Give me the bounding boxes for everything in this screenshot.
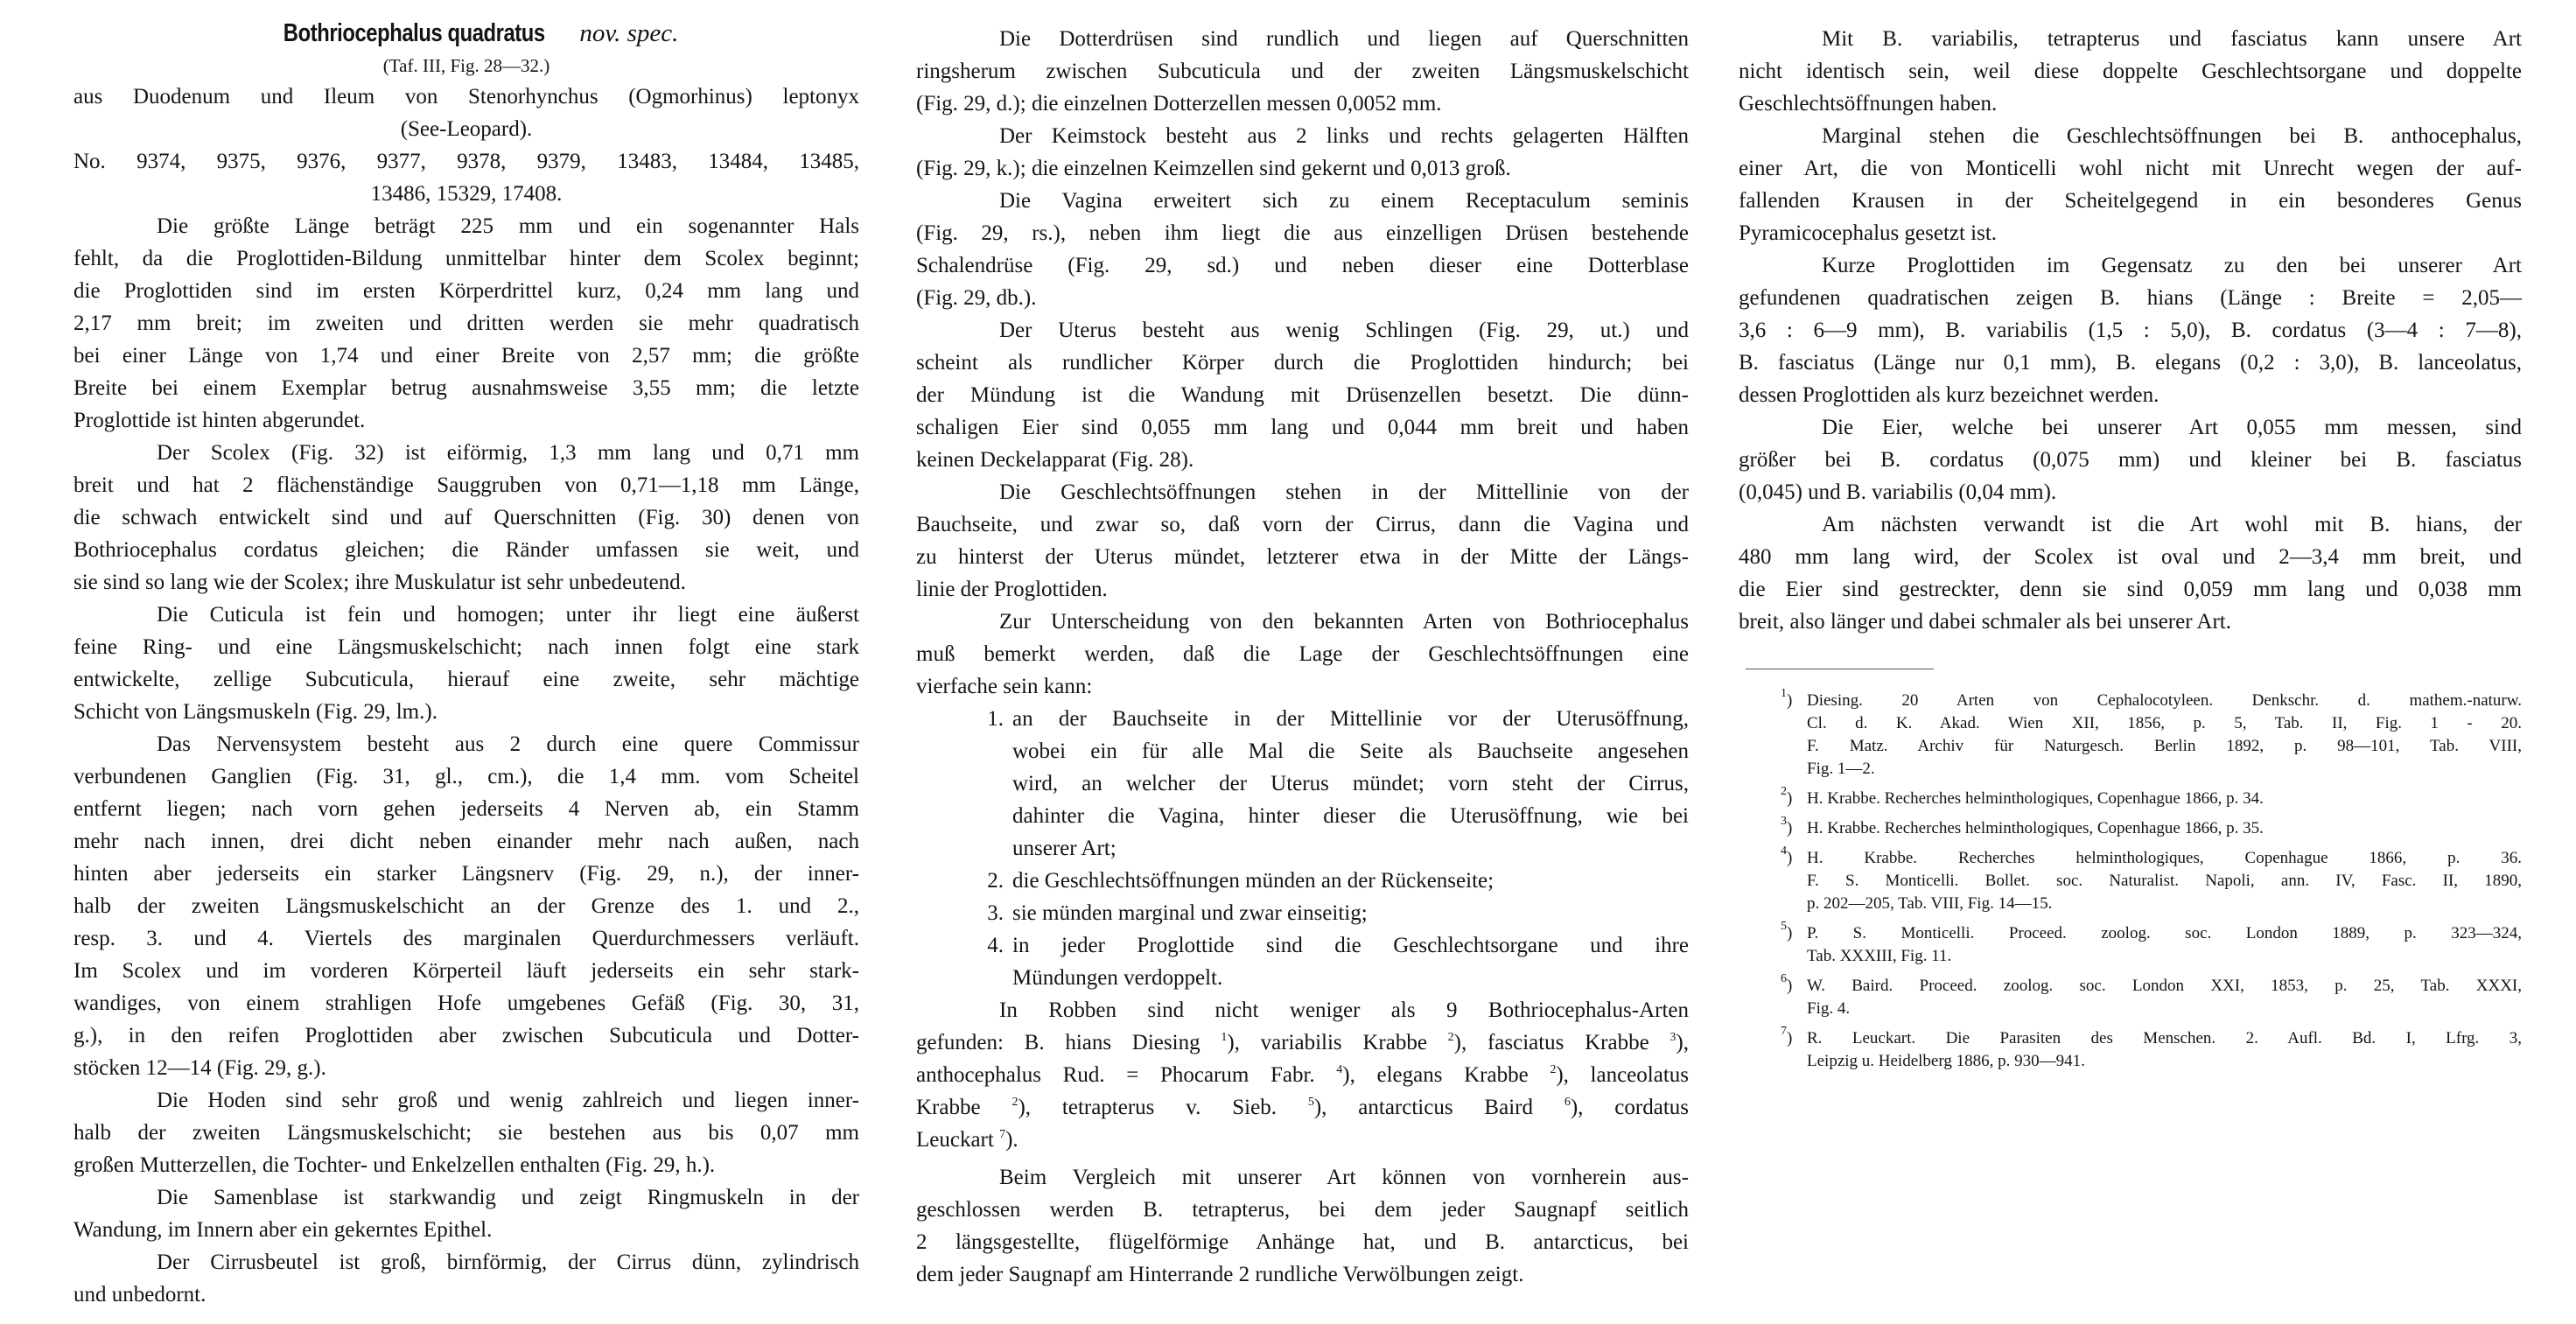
text-line: einer Art, die von Monticelli wohl nicht mit Unrecht wegen der auf- [1739,157,2522,180]
paragraph [1739,23,2522,120]
footnote-number: 4 [1781,844,1787,858]
text-line: B. fasciatus (Länge nur 0,1 mm), B. elegans (0,2 : 3,0), B. lanceolatus, [1739,351,2522,375]
text-line: 3,6 : 6—9 mm), B. variabilis (1,5 : 5,0), B. cordatus (3—4 : 7—8), [1739,319,2522,342]
footnote-line: Cl. d. K. Akad. Wien XII, 1856, p. 5, Tab. II, Fig. 1 - 20. [1807,714,2522,732]
article-title [74,16,859,51]
text-run: In Robben sind nicht weniger als 9 Bothriocephalus-Arten [999,998,1689,1022]
footnote-ref: 3 [1670,1031,1676,1044]
list-item-line [916,800,1689,832]
footnote-line: Diesing. 20 Arten von Cephalocotyleen. Denkschr. d. mathem.-naturw. [1807,691,2522,710]
text-run: gefunden: B. hians Diesing [916,1031,1222,1054]
text-line: Kurze Proglottiden im Gegensatz zu den bei unserer Art [1822,254,2522,277]
plate-reference: (Taf. III, Fig. 28—32.) [382,55,550,76]
text-line: Die Dotterdrüsen sind rundlich und liegen auf Querschnitten [999,27,1689,51]
text-line: die Eier sind gestreckter, denn sie sind 0,059 mm lang und 0,038 mm [1739,578,2522,601]
footnote-line: R. Leuckart. Die Parasiten des Menschen. 2. Aufl. Bd. I, Lfrg. 3, [1807,1029,2522,1047]
column-1 [74,0,859,1311]
text-line: verbundenen Ganglien (Fig. 31, gl., cm.), die 1,4 mm. vom Scheitel [74,765,859,788]
paragraph [1739,249,2522,411]
list-item-line [916,735,1689,767]
footnote-body [1807,1027,2522,1073]
text-line: Im Scolex und im vorderen Körperteil läuft jederseits ein sehr stark- [74,959,859,983]
text-line: Pyramicocephalus gesetzt ist. [1739,221,1998,245]
text-line: entwickelte, zellige Subcuticula, hierauf eine zweite, sehr mächtige [74,668,859,691]
text-line: ringsherum zwischen Subcuticula und der zweiten Längsmuskelschicht [916,60,1689,83]
footnote-line: P. S. Monticelli. Proceed. zoolog. soc. London 1889, p. 323—324, [1807,924,2522,942]
footnote-ref: 2 [1012,1096,1018,1109]
text-line: fallenden Krausen in der Scheitelgegend in ein besonderes Genus [1739,189,2522,213]
footnote-ref: 5 [1307,1096,1314,1109]
text-run: anthocephalus Rud. = Phocarum Fabr. [916,1063,1337,1087]
text-line: größer bei B. cordatus (0,075 mm) und kleiner bei B. fasciatus [1739,448,2522,472]
text-run: ), tetrapterus v. Sieb. [1018,1096,1308,1119]
paragraph [916,1161,1689,1291]
footnote-line: H. Krabbe. Recherches helminthologiques, Copenhague 1866, p. 35. [1807,819,2264,837]
text-run: ), antarcticus Baird [1313,1096,1564,1119]
text-line: (Fig. 29, rs.), neben ihm liegt die aus einzelligen Drüsen bestehende [916,221,1689,245]
footnote-number: 5 [1781,920,1787,933]
paragraph [1739,508,2522,638]
list-text: Mündungen verdoppelt. [1012,966,1223,990]
paragraph [916,120,1689,185]
text-line: breit und hat 2 flächenständige Sauggruben von 0,71—1,18 mm Länge, [74,473,859,497]
footnote-ref: 2 [1550,1063,1557,1076]
text-run: Krabbe [916,1096,1012,1119]
text-line: geschlossen werden B. tetrapterus, bei dem jeder Saugnapf seitlich [916,1198,1689,1222]
list-item-line [916,897,1689,929]
footnote-body [1807,690,2522,781]
paragraph [916,476,1689,606]
host-line: (See-Leopard). [400,117,533,141]
footnote-line: Leipzig u. Heidelberg 1886, p. 930—941. [1807,1052,2085,1070]
paragraph [74,1246,859,1311]
specimen-numbers: No. 9374, 9375, 9376, 9377, 9378, 9379, 13483, 13484, 13485, [74,150,859,173]
footnote-body [1807,817,2522,840]
footnote [1781,785,2522,810]
text-line [916,1091,1689,1124]
text-line: scheint als rundlicher Körper durch die Proglottiden hindurch; bei [916,351,1689,375]
footnote-line: Fig. 4. [1807,999,1851,1018]
text-line: keinen Deckelapparat (Fig. 28). [916,448,1194,472]
text-line [916,1059,1689,1091]
list-item-line [916,962,1689,994]
column-2-paragraphs [916,23,1689,703]
text-line: Schalendrüse (Fig. 29, sd.) und neben dieser eine Dotterblase [916,254,1689,277]
list-number: 1. [987,707,1004,731]
footnote-ref: 1 [1221,1031,1228,1044]
text-line: Bauchseite, und zwar so, daß vorn der Cirrus, dann die Vagina und [916,513,1689,536]
text-line: Die größte Länge beträgt 225 mm und ein sogenannter Hals [157,214,859,238]
host-line: aus Duodenum und Ileum von Stenorhynchus (Ogmorhinus) leptonyx [74,85,859,109]
paragraph [1739,411,2522,508]
footnote [1781,1027,2522,1073]
footnote-line: Tab. XXXIII, Fig. 11. [1807,947,1952,965]
paragraph [74,210,859,437]
footnote-marker: $^7$) [1781,1025,1793,1047]
specimen-numbers: 13486, 15329, 17408. [370,182,563,206]
text-line [916,994,1689,1026]
footnote-number: 6 [1781,972,1787,985]
footnote [1781,687,2522,781]
footnote-line: W. Baird. Proceed. zoolog. soc. London XXI, 1853, p. 25, Tab. XXXI, [1807,977,2522,995]
text-run: ), fasciatus Krabbe [1453,1031,1670,1054]
species-paragraph [916,994,1689,1156]
text-line: nicht identisch sein, weil diese doppelte Geschlechtsorgane und doppelte [1739,60,2522,83]
text-line: Das Nervensystem besteht aus 2 durch eine quere Commissur [157,732,859,756]
column-2-closing-paragraph [916,1161,1689,1291]
text-line: halb der zweiten Längsmuskelschicht; sie bestehen aus bis 0,07 mm [74,1121,859,1145]
footnote-number: 2 [1781,785,1787,798]
column-1-body [74,210,859,1311]
list-text: sie münden marginal und zwar einseitig; [1012,901,1368,925]
list-number: 2. [987,869,1004,893]
footnote [1781,844,2522,915]
list-item-line [916,929,1689,962]
text-line: dessen Proglottiden als kurz bezeichnet werden. [1739,383,2160,407]
footnote-body [1807,788,2522,810]
text-line: und unbedornt. [74,1283,206,1306]
text-line [916,1026,1689,1059]
text-line: der Mündung ist die Wandung mit Drüsenzellen besetzt. Die dünn- [916,383,1689,407]
footnote [1781,817,2522,840]
footnote-line: p. 202—205, Tab. VIII, Fig. 14—15. [1807,894,2053,913]
paragraph [74,728,859,1084]
text-line: Schicht von Längsmuskeln (Fig. 29, lm.). [74,700,438,724]
text-line: resp. 3. und 4. Viertels des marginalen Querdurchmessers verläuft. [74,927,859,950]
text-line: 480 mm lang wird, der Scolex ist oval und 2—3,4 mm breit, und [1739,545,2522,569]
footnote-line: H. Krabbe. Recherches helminthologiques, Copenhague 1866, p. 36. [1807,849,2522,867]
footnote-body [1807,847,2522,915]
list-text: dahinter die Vagina, hinter dieser die Uterusöffnung, wie bei [1012,804,1689,828]
text-line: Der Scolex (Fig. 32) ist eiförmig, 1,3 mm lang und 0,71 mm [157,441,859,465]
paragraph [74,437,859,599]
footnote-marker: $^4$) [1781,844,1793,867]
paragraph [916,185,1689,314]
text-line: sie sind so lang wie der Scolex; ihre Muskulatur ist sehr unbedeutend. [74,571,686,594]
text-line: Mit B. variabilis, tetrapterus und fasciatus kann unsere Art [1822,27,2522,51]
text-line: dem jeder Saugnapf am Hinterrande 2 rundliche Verwölbungen zeigt. [916,1263,1524,1286]
footnote-line: H. Krabbe. Recherches helminthologiques, Copenhague 1866, p. 34. [1807,789,2264,808]
text-line: Die Geschlechtsöffnungen stehen in der Mittellinie von der [999,480,1689,504]
text-line: (Fig. 29, d.); die einzelnen Dotterzellen messen 0,0052 mm. [916,92,1442,116]
column-2 [916,0,1689,1291]
text-line: 2,17 mm breit; im zweiten und dritten werden sie mehr quadratisch [74,312,859,335]
text-line: entfernt liegen; nach vorn gehen jederseits 4 Nerven ab, ein Stamm [74,797,859,821]
nov-spec-label: nov. spec. [579,19,679,47]
text-line: halb der zweiten Längsmuskelschicht an der Grenze des 1. und 2., [74,894,859,918]
text-line: Marginal stehen die Geschlechtsöffnungen bei B. anthocephalus, [1822,124,2522,148]
footnote-line: F. Matz. Archiv für Naturgesch. Berlin 1892, p. 98—101, Tab. VIII, [1807,737,2522,755]
footnote [1781,922,2522,968]
text-line: Der Uterus besteht aus wenig Schlingen (Fig. 29, ut.) und [999,319,1689,342]
column-3 [1739,0,2522,638]
footnote-number: 1 [1781,687,1787,700]
text-line: g.), in den reifen Proglottiden aber zwischen Subcuticula und Dotter- [74,1024,859,1047]
text-line: Zur Unterscheidung von den bekannten Arten von Bothriocephalus [999,610,1689,634]
footnote-ref: 2 [1447,1031,1454,1044]
footnotes [1781,687,2522,1080]
text-line: wandiges, von einem strahligen Hofe umgebenes Gefäß (Fig. 30, 31, [74,991,859,1015]
footnote-marker: $^2$) [1781,785,1793,808]
list-text: die Geschlechtsöffnungen münden an der Rückenseite; [1012,869,1494,893]
list-text: wird, an welcher der Uterus mündet; vorn steht der Cirrus, [1012,772,1689,795]
text-line: (Fig. 29, db.). [916,286,1037,310]
list-number: 3. [987,901,1004,925]
list-item-line [916,767,1689,800]
footnote-number: 7 [1781,1025,1787,1038]
text-line: Die Cuticula ist fein und homogen; unter ihr liegt eine äußerst [157,603,859,627]
list-text: an der Bauchseite in der Mittellinie vor der Uterusöffnung, [1012,707,1689,731]
list-item-line [916,865,1689,897]
species-name: Bothriocephalus quadratus [283,19,545,47]
text-line: zu hinterst der Uterus mündet, letzterer etwa in der Mitte der Längs- [916,545,1689,569]
text-run: ). [1005,1128,1018,1152]
list-item-line [916,703,1689,735]
numbered-list [916,703,1689,994]
list-text: unserer Art; [1012,837,1116,860]
footnote-marker: $^5$) [1781,920,1793,942]
footnote-line: Fig. 1—2. [1807,760,1875,778]
footnote-ref: 4 [1336,1063,1343,1076]
text-line: mehr nach innen, drei dicht neben einander mehr nach außen, nach [74,830,859,853]
text-line: vierfache sein kann: [916,675,1093,698]
text-run: ), lanceolatus [1556,1063,1689,1087]
text-line: Breite bei einem Exemplar betrug ausnahmsweise 3,55 mm; die letzte [74,376,859,400]
text-line: schaligen Eier sind 0,055 mm lang und 0,044 mm breit und haben [916,416,1689,439]
footnote-number: 3 [1781,815,1787,828]
text-line: bei einer Länge von 1,74 und einer Breite von 2,57 mm; die größte [74,344,859,368]
list-number: 4. [987,934,1004,957]
text-line: breit, also länger und dabei schmaler als bei unserer Art. [1739,610,2232,634]
text-line: 2 längsgestellte, flügelförmige Anhänge hat, und B. antarcticus, bei [916,1230,1689,1254]
text-line: hinten aber jederseits ein starker Längsnerv (Fig. 29, n.), der inner- [74,862,859,886]
text-line: (Fig. 29, k.); die einzelnen Keimzellen sind gekernt und 0,013 groß. [916,157,1511,180]
footnote-marker: $^3$) [1781,815,1793,837]
text-line: fehlt, da die Proglottiden-Bildung unmittelbar hinter dem Scolex beginnt; [74,247,859,270]
paragraph [74,1181,859,1246]
text-line: die Proglottiden sind im ersten Körperdrittel kurz, 0,24 mm lang und [74,279,859,303]
list-text: wobei ein für alle Mal die Seite als Bauchseite angesehen [1012,739,1689,763]
footnote-body [1807,975,2522,1020]
text-run: ), variabilis Krabbe [1227,1031,1448,1054]
footnote-line: F. S. Monticelli. Bollet. soc. Naturalist. Napoli, ann. IV, Fasc. II, 1890, [1807,872,2522,890]
paragraph [916,23,1689,120]
footnote-marker: $^1$) [1781,687,1793,710]
text-line: die schwach entwickelt sind und auf Querschnitten (Fig. 30) denen von [74,506,859,529]
paragraph [916,314,1689,476]
text-line: Am nächsten verwandt ist die Art wohl mit B. hians, der [1822,513,2522,536]
text-line: stöcken 12—14 (Fig. 29, g.). [74,1056,326,1080]
footnote-ref: 7 [999,1128,1006,1141]
paragraph [1739,120,2522,249]
text-line: Die Eier, welche bei unserer Art 0,055 mm messen, sind [1822,416,2522,439]
text-line: Die Samenblase ist starkwandig und zeigt Ringmuskeln in der [157,1186,859,1209]
text-line: Geschlechtsöffnungen haben. [1739,92,1998,116]
text-run: ), elegans Krabbe [1342,1063,1550,1087]
text-line: Proglottide ist hinten abgerundet. [74,409,366,432]
text-line: Die Hoden sind sehr groß und wenig zahlreich und liegen inner- [157,1089,859,1112]
text-line: gefundenen quadratischen zeigen B. hians (Länge : Breite = 2,05— [1739,286,2522,310]
text-run: Leuckart [916,1128,1000,1152]
text-run: ), cordatus [1570,1096,1689,1119]
text-line: feine Ring- und eine Längsmuskelschicht; nach innen folgt eine stark [74,635,859,659]
text-run: ), [1676,1031,1689,1054]
list-text: in jeder Proglottide sind die Geschlechtsorgane und ihre [1012,934,1689,957]
footnote-marker: $^6$) [1781,972,1793,995]
text-line: Der Cirrusbeutel ist groß, birnförmig, der Cirrus dünn, zylindrisch [157,1250,859,1274]
paragraph [74,1084,859,1181]
text-line: Bothriocephalus cordatus gleichen; die Ränder umfassen sie weit, und [74,538,859,562]
text-line: großen Mutterzellen, die Tochter- und Enkelzellen enthalten (Fig. 29, h.). [74,1153,716,1177]
list-item-line [916,832,1689,865]
paragraph [916,606,1689,703]
column-3-body [1739,23,2522,638]
text-line: Beim Vergleich mit unserer Art können von vornherein aus- [999,1166,1689,1189]
text-line: muß bemerkt werden, daß die Lage der Geschlechtsöffnungen eine [916,642,1689,666]
footnote-body [1807,922,2522,968]
footnote-ref: 6 [1564,1096,1571,1109]
footnote [1781,972,2522,1020]
text-line: Die Vagina erweitert sich zu einem Receptaculum seminis [999,189,1689,213]
text-line: Der Keimstock besteht aus 2 links und rechts gelagerten Hälften [999,124,1689,148]
text-line: Wandung, im Innern aber ein gekerntes Epithel. [74,1218,493,1242]
text-line: (0,045) und B. variabilis (0,04 mm). [1739,480,2057,504]
paragraph [74,599,859,728]
text-line: linie der Proglottiden. [916,578,1108,601]
text-line [916,1124,1689,1156]
